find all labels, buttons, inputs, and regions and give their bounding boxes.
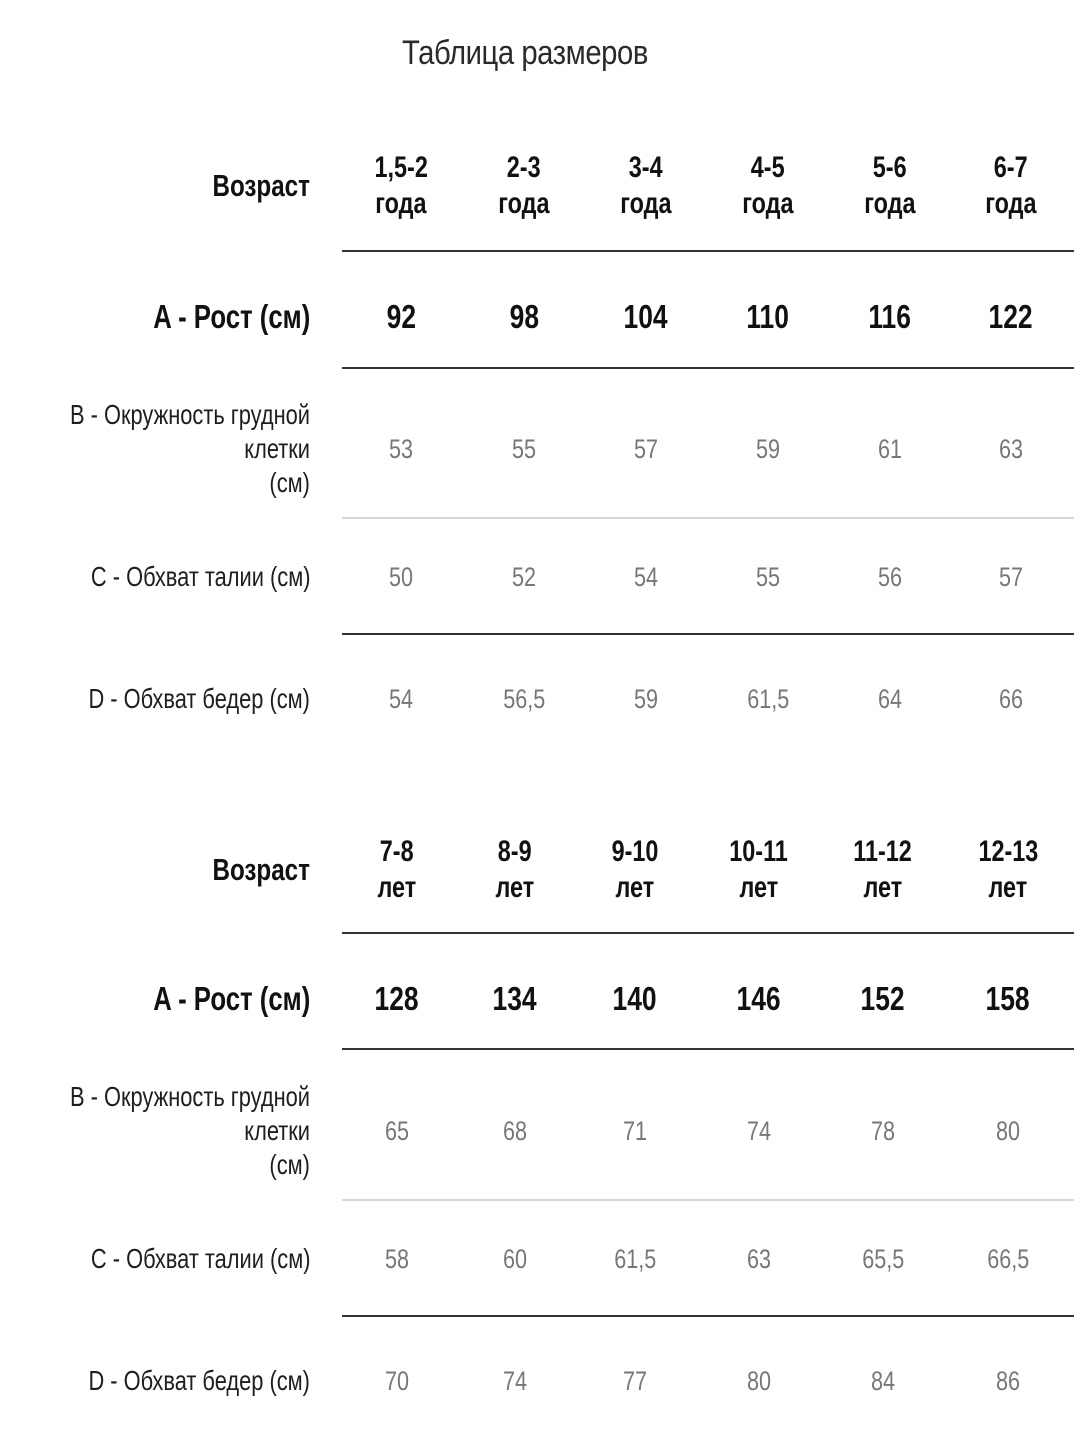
value-text: 56,5 bbox=[502, 683, 546, 714]
chest-row-value bbox=[703, 390, 833, 508]
hips-row-value bbox=[336, 645, 466, 753]
waist-row-value bbox=[459, 527, 589, 627]
value-text: 63 bbox=[746, 1243, 772, 1274]
waist-row-label-text: C - Обхват талии (см) bbox=[90, 560, 310, 592]
value-text: 80 bbox=[746, 1365, 772, 1396]
chest-row-value bbox=[459, 390, 589, 508]
value-text: 54 bbox=[388, 683, 414, 714]
waist-row-value bbox=[332, 1209, 462, 1309]
waist-row-value bbox=[825, 527, 955, 627]
value-text: 80 bbox=[995, 1115, 1021, 1146]
value-text: 140 bbox=[612, 980, 658, 1018]
value-text: 86 bbox=[995, 1365, 1021, 1396]
height-row-value bbox=[818, 954, 948, 1044]
value-text: 61 bbox=[877, 433, 903, 464]
age-unit: года bbox=[985, 187, 1037, 220]
age-range: 6-7 bbox=[994, 151, 1028, 184]
value-text: 98 bbox=[509, 298, 539, 336]
height-row-value bbox=[336, 272, 466, 362]
hips-row-value bbox=[459, 645, 589, 753]
age-column-header bbox=[694, 824, 824, 916]
hips-row-label-text: D - Обхват бедер (см) bbox=[88, 1364, 310, 1396]
value-text: 74 bbox=[502, 1365, 528, 1396]
age-unit: лет bbox=[739, 871, 779, 904]
page-title: Таблица размеров bbox=[402, 34, 648, 72]
waist-row-label-text: C - Обхват талии (см) bbox=[90, 1242, 310, 1274]
row-divider bbox=[342, 633, 1074, 635]
age-unit: лет bbox=[615, 871, 655, 904]
value-text: 57 bbox=[633, 433, 659, 464]
height-row-label bbox=[109, 272, 310, 362]
hips-row-label-text: D - Обхват бедер (см) bbox=[88, 682, 310, 714]
age-label-text: Возраст bbox=[212, 168, 310, 204]
value-text: 66,5 bbox=[986, 1243, 1030, 1274]
age-range: 10-11 bbox=[729, 835, 789, 868]
age-unit: года bbox=[375, 187, 427, 220]
row-divider bbox=[342, 1199, 1074, 1201]
height-row-value bbox=[581, 272, 711, 362]
chest-row-value bbox=[581, 390, 711, 508]
age-range: 8-9 bbox=[498, 835, 532, 868]
chest-row-value bbox=[946, 390, 1076, 508]
value-text: 57 bbox=[998, 561, 1024, 592]
chest-row-value bbox=[825, 390, 955, 508]
waist-row-label bbox=[29, 1209, 311, 1309]
waist-row-value bbox=[703, 527, 833, 627]
value-text: 65,5 bbox=[861, 1243, 905, 1274]
hips-row-value bbox=[694, 1327, 824, 1435]
row-divider bbox=[342, 1048, 1074, 1050]
age-range: 1,5-2 bbox=[374, 151, 428, 184]
chest-row-value bbox=[450, 1072, 580, 1190]
age-unit: года bbox=[498, 187, 550, 220]
age-column-header bbox=[332, 824, 462, 916]
value-text: 68 bbox=[502, 1115, 528, 1146]
value-text: 53 bbox=[388, 433, 414, 464]
age-range: 9-10 bbox=[611, 835, 659, 868]
waist-row-label bbox=[29, 527, 311, 627]
age-column-header bbox=[450, 824, 580, 916]
value-text: 59 bbox=[755, 433, 781, 464]
height-row-value bbox=[943, 954, 1073, 1044]
value-text: 50 bbox=[388, 561, 414, 592]
age-range: 5-6 bbox=[873, 151, 907, 184]
value-text: 134 bbox=[492, 980, 538, 1018]
chest-row-value bbox=[818, 1072, 948, 1190]
waist-row-value bbox=[943, 1209, 1073, 1309]
row-divider bbox=[342, 367, 1074, 369]
age-range: 11-12 bbox=[853, 835, 913, 868]
hips-row-value bbox=[943, 1327, 1073, 1435]
hips-row-value bbox=[450, 1327, 580, 1435]
waist-row-value bbox=[450, 1209, 580, 1309]
value-text: 65 bbox=[384, 1115, 410, 1146]
height-row-value bbox=[450, 954, 580, 1044]
age-column-header bbox=[336, 140, 466, 232]
age-range: 3-4 bbox=[629, 151, 663, 184]
value-text: 64 bbox=[877, 683, 903, 714]
chest-label-line2: (см) bbox=[269, 1149, 310, 1181]
age-unit: лет bbox=[495, 871, 535, 904]
age-unit: года bbox=[620, 187, 672, 220]
chest-row-value bbox=[694, 1072, 824, 1190]
value-text: 74 bbox=[746, 1115, 772, 1146]
value-text: 128 bbox=[374, 980, 420, 1018]
height-row-value bbox=[570, 954, 700, 1044]
value-text: 116 bbox=[868, 298, 912, 336]
height-row-label-text: A - Рост (см) bbox=[153, 297, 310, 335]
hips-row-value bbox=[581, 645, 711, 753]
age-unit: лет bbox=[988, 871, 1028, 904]
height-row-value bbox=[332, 954, 462, 1044]
age-column-header bbox=[570, 824, 700, 916]
age-range: 2-3 bbox=[507, 151, 541, 184]
value-text: 56 bbox=[877, 561, 903, 592]
height-row-label-text: A - Рост (см) bbox=[153, 979, 310, 1017]
value-text: 55 bbox=[511, 433, 537, 464]
value-text: 152 bbox=[860, 980, 906, 1018]
age-unit: лет bbox=[377, 871, 417, 904]
row-divider bbox=[342, 932, 1074, 934]
row-divider bbox=[342, 250, 1074, 252]
value-text: 122 bbox=[988, 298, 1034, 336]
chest-label-line1: B - Окружность грудной клетки bbox=[70, 398, 310, 464]
value-text: 60 bbox=[502, 1243, 528, 1274]
hips-row-value bbox=[825, 645, 955, 753]
age-unit: года bbox=[742, 187, 794, 220]
value-text: 66 bbox=[998, 683, 1024, 714]
value-text: 84 bbox=[870, 1365, 896, 1396]
height-row-label bbox=[109, 954, 310, 1044]
row-divider bbox=[342, 1315, 1074, 1317]
height-row-value bbox=[703, 272, 833, 362]
value-text: 158 bbox=[985, 980, 1031, 1018]
value-text: 59 bbox=[633, 683, 659, 714]
row-divider bbox=[342, 517, 1074, 519]
waist-row-value bbox=[694, 1209, 824, 1309]
chest-row-value bbox=[332, 1072, 462, 1190]
hips-row-label bbox=[26, 645, 310, 753]
age-label bbox=[185, 140, 310, 232]
value-text: 63 bbox=[998, 433, 1024, 464]
chest-label-line2: (см) bbox=[269, 467, 310, 499]
chest-row-value bbox=[570, 1072, 700, 1190]
chest-row-value bbox=[943, 1072, 1073, 1190]
age-label bbox=[185, 824, 310, 916]
value-text: 61,5 bbox=[746, 683, 790, 714]
age-column-header bbox=[818, 824, 948, 916]
hips-row-value bbox=[332, 1327, 462, 1435]
value-text: 55 bbox=[755, 561, 781, 592]
chest-row-label bbox=[0, 1072, 310, 1190]
age-column-header bbox=[459, 140, 589, 232]
waist-row-value bbox=[570, 1209, 700, 1309]
age-column-header bbox=[946, 140, 1076, 232]
value-text: 71 bbox=[622, 1115, 648, 1146]
value-text: 52 bbox=[511, 561, 537, 592]
height-row-value bbox=[459, 272, 589, 362]
age-column-header bbox=[943, 824, 1073, 916]
age-column-header bbox=[825, 140, 955, 232]
age-range: 4-5 bbox=[751, 151, 785, 184]
age-range: 12-13 bbox=[978, 835, 1038, 868]
age-unit: года bbox=[864, 187, 916, 220]
value-text: 70 bbox=[384, 1365, 410, 1396]
value-text: 78 bbox=[870, 1115, 896, 1146]
waist-row-value bbox=[581, 527, 711, 627]
value-text: 77 bbox=[622, 1365, 648, 1396]
hips-row-value bbox=[946, 645, 1076, 753]
hips-row-value bbox=[570, 1327, 700, 1435]
age-unit: лет bbox=[863, 871, 903, 904]
height-row-value bbox=[825, 272, 955, 362]
value-text: 58 bbox=[384, 1243, 410, 1274]
chest-row-label bbox=[0, 390, 310, 508]
waist-row-value bbox=[818, 1209, 948, 1309]
age-label-text: Возраст bbox=[212, 852, 310, 888]
hips-row-label bbox=[26, 1327, 310, 1435]
age-column-header bbox=[703, 140, 833, 232]
age-range: 7-8 bbox=[380, 835, 414, 868]
age-column-header bbox=[581, 140, 711, 232]
chest-label-line1: B - Окружность грудной клетки bbox=[70, 1080, 310, 1146]
hips-row-value bbox=[818, 1327, 948, 1435]
value-text: 61,5 bbox=[613, 1243, 657, 1274]
value-text: 104 bbox=[623, 298, 669, 336]
value-text: 110 bbox=[746, 298, 790, 336]
value-text: 92 bbox=[386, 298, 416, 336]
value-text: 146 bbox=[736, 980, 782, 1018]
height-row-value bbox=[946, 272, 1076, 362]
height-row-value bbox=[694, 954, 824, 1044]
value-text: 54 bbox=[633, 561, 659, 592]
chest-row-value bbox=[336, 390, 466, 508]
hips-row-value bbox=[703, 645, 833, 753]
waist-row-value bbox=[336, 527, 466, 627]
waist-row-value bbox=[946, 527, 1076, 627]
